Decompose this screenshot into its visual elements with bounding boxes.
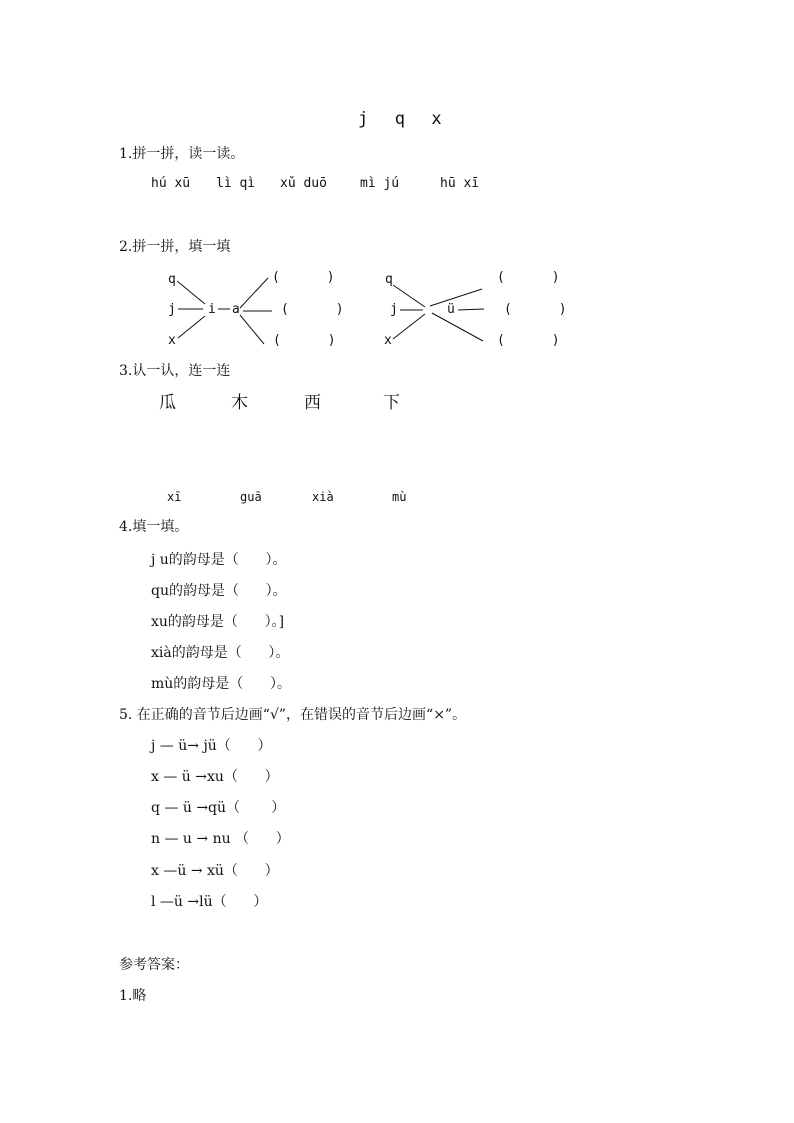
q5-line[interactable]: x — ü →xu（ ） (151, 769, 279, 785)
q4-line[interactable]: j u的韵母是（ ）。 (151, 552, 287, 568)
q2-left-medial: i (208, 302, 216, 317)
q4-line[interactable]: mù的韵母是（ ）。 (151, 676, 291, 692)
q1-item: xǔ duō (280, 176, 327, 191)
q4-heading: 4.填一填。 (119, 519, 189, 535)
q2-right-final: ü (447, 302, 455, 317)
q2-left-final: a (232, 302, 240, 317)
answer-1: 1.略 (119, 988, 147, 1004)
q3-pinyin[interactable]: mù (392, 490, 407, 504)
q5-line[interactable]: j — ü→ jü（ ） (151, 738, 272, 754)
q5-line[interactable]: l —ü →lü（ ） (151, 894, 268, 910)
page-title: j q x (358, 109, 444, 129)
q2-left-blank[interactable]: ( ) (281, 302, 344, 317)
q1-heading: 1.拼一拼，读一读。 (119, 146, 245, 162)
q1-item: mì jú (360, 176, 400, 191)
q2-heading: 2.拼一拼，填一填 (119, 239, 231, 255)
q2-left-blank[interactable]: ( ) (273, 333, 336, 348)
q3-pinyin[interactable]: guā (240, 490, 262, 504)
q1-item: lì qì (216, 176, 256, 191)
answers-heading: 参考答案： (119, 957, 189, 973)
q1-item: hú xū (151, 176, 191, 191)
q2-right-blank[interactable]: ( ) (497, 333, 560, 348)
q3-char[interactable]: 西 (304, 393, 321, 413)
q2-right-initial: x (384, 333, 392, 348)
q4-line[interactable]: qu的韵母是（ ）。 (151, 583, 287, 599)
q3-char[interactable]: 瓜 (159, 393, 176, 413)
q4-line[interactable]: xià的韵母是（ ）。 (151, 645, 290, 661)
q2-right-blank[interactable]: ( ) (497, 270, 560, 285)
q4-line[interactable]: xu的韵母是（ ）。] (151, 614, 285, 630)
q5-line[interactable]: x —ü → xü（ ） (151, 863, 279, 879)
q2-left-initial: x (168, 333, 176, 348)
q3-char[interactable]: 木 (231, 393, 248, 413)
q3-char[interactable]: 下 (383, 393, 400, 413)
q5-heading: 5. 在正确的音节后边画“√”，在错误的音节后边画“×”。 (119, 707, 467, 723)
q2-left-initial: j (168, 302, 176, 317)
q1-item: hū xī (440, 176, 480, 191)
q3-pinyin[interactable]: xī (167, 490, 182, 504)
q2-left-blank[interactable]: ( ) (272, 270, 335, 285)
q2-right-initial: j (390, 302, 398, 317)
q2-right-initial: q (385, 272, 393, 287)
q2-left-initial: q (168, 272, 176, 287)
q2-right-blank[interactable]: ( ) (504, 302, 567, 317)
q5-line[interactable]: q — ü →qü（ ） (151, 800, 286, 816)
q3-pinyin[interactable]: xià (312, 490, 334, 504)
q5-line[interactable]: n — u → nu （ ） (151, 831, 290, 847)
q3-heading: 3.认一认，连一连 (119, 363, 231, 379)
